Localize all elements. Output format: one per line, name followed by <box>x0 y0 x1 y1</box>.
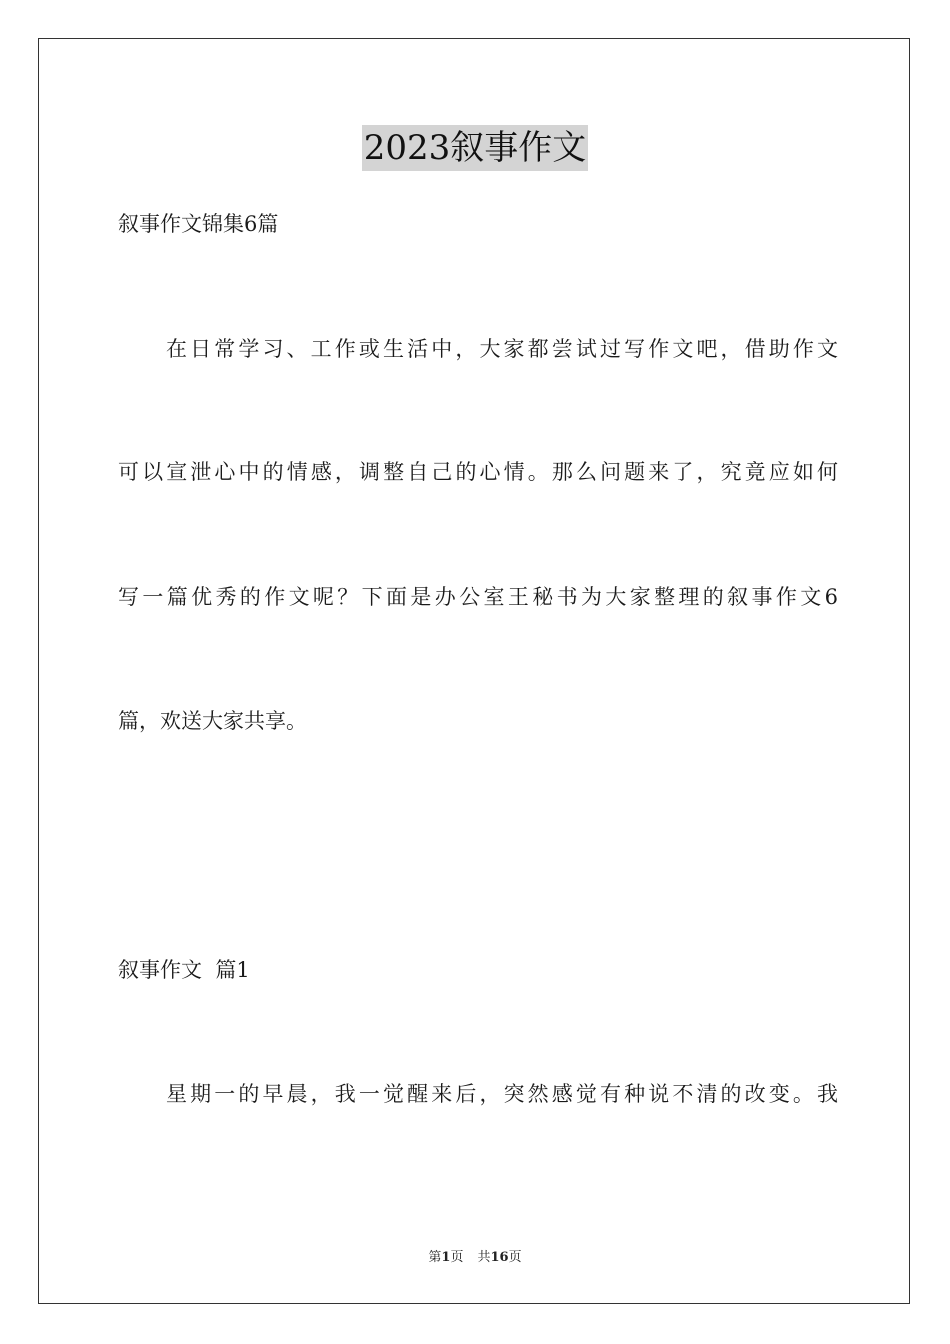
intro-line-4: 篇，欢送大家共享。 <box>118 709 307 733</box>
document-title[interactable]: 2023叙事作文 <box>362 125 589 171</box>
section-first-line: 星期一的早晨，我一觉醒来后，突然感觉有种说不清的改变。我 <box>166 1082 838 1106</box>
footer-page-suffix: 页 <box>450 1250 464 1265</box>
footer-page-prefix: 第 <box>428 1250 442 1265</box>
title-container <box>0 125 950 171</box>
page-footer <box>0 1246 950 1265</box>
document-subtitle: 叙事作文锦集6篇 <box>118 212 279 236</box>
footer-total-suffix: 页 <box>508 1250 522 1265</box>
footer-total-prefix: 共 <box>477 1250 491 1265</box>
intro-line-3: 写一篇优秀的作文呢？下面是办公室王秘书为大家整理的叙事作文6 <box>118 585 838 609</box>
intro-line-1: 在日常学习、工作或生活中，大家都尝试过写作文吧，借助作文 <box>166 337 838 361</box>
section-heading: 叙事作文 篇1 <box>118 958 250 982</box>
footer-page-number: 1 <box>441 1250 451 1265</box>
footer-total-pages: 16 <box>490 1250 509 1265</box>
intro-line-2: 可以宣泄心中的情感，调整自己的心情。那么问题来了，究竟应如何 <box>118 460 838 484</box>
